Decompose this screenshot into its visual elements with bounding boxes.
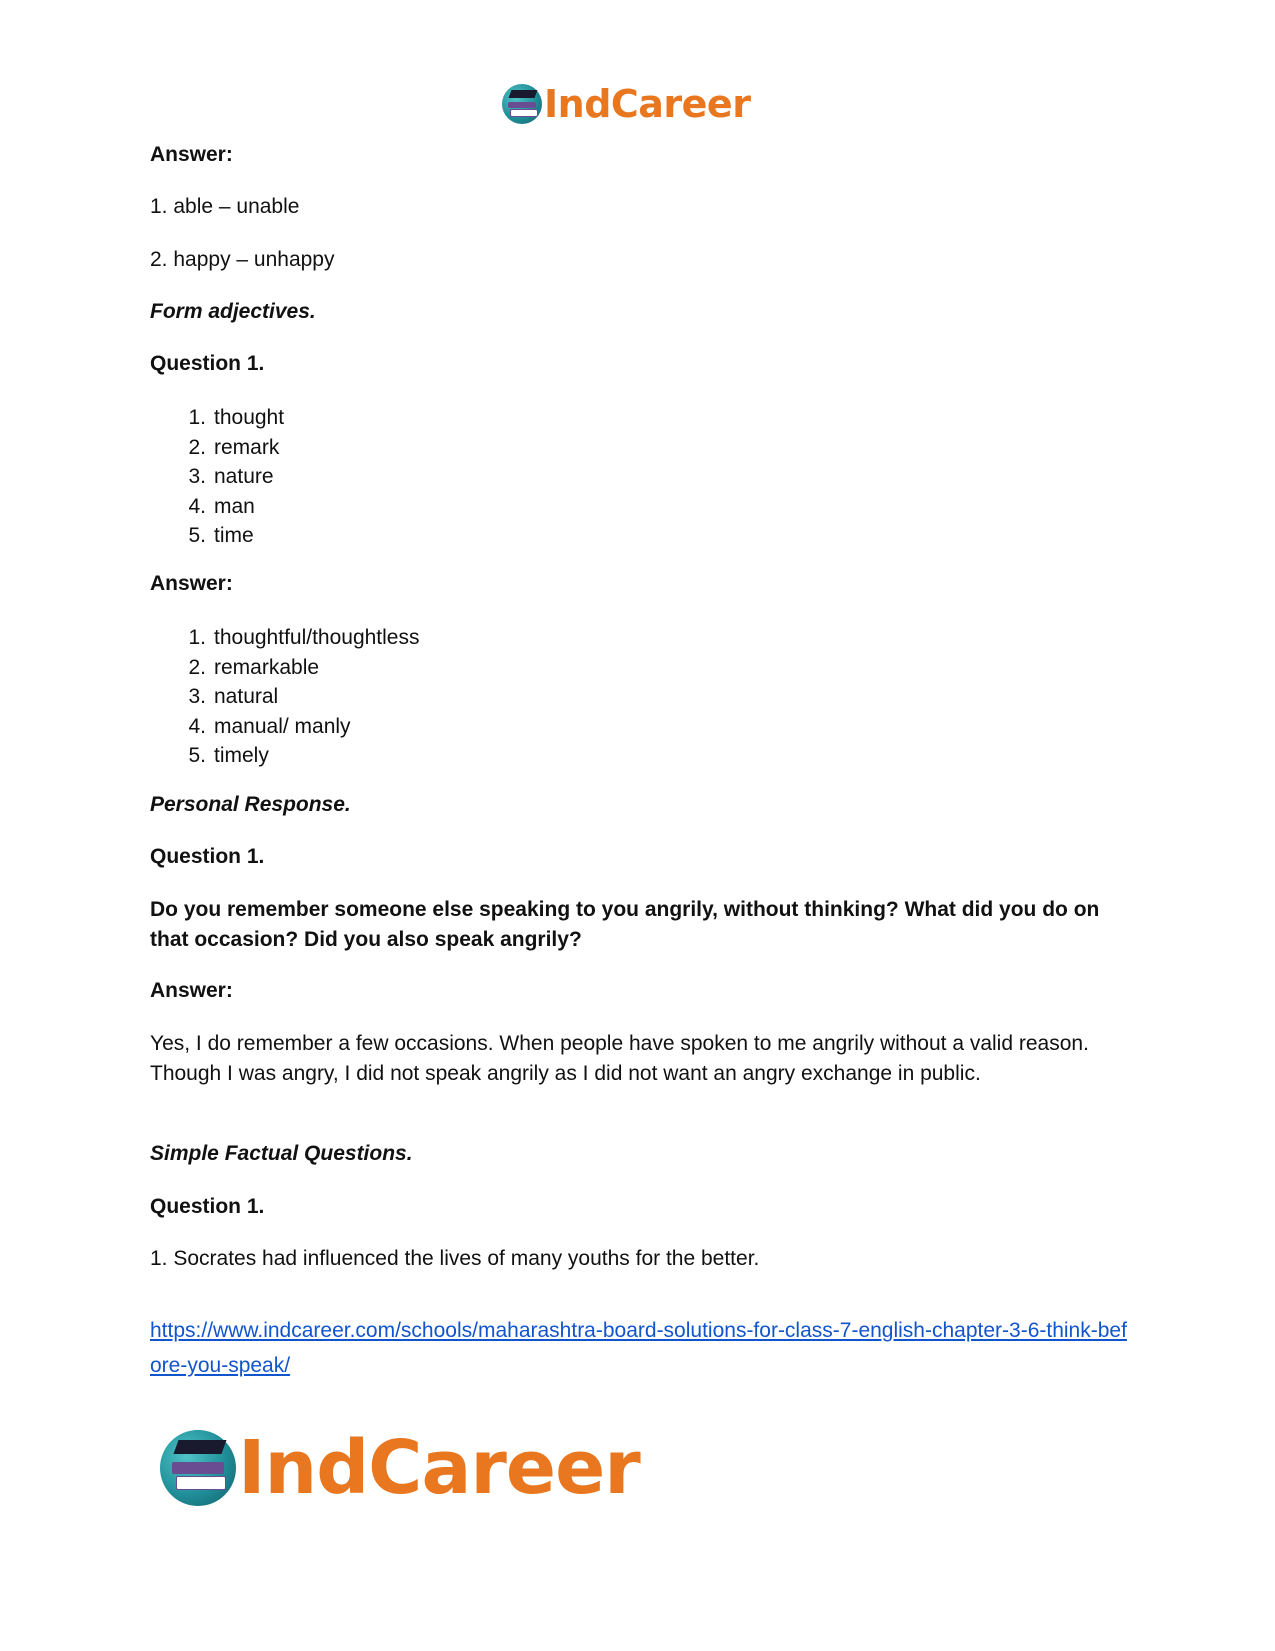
question-word-list [150,403,284,551]
answer-paragraph: Yes, I do remember a few occasions. When people have spoken to me angrily without a valid reason. Though I was angry, I did not speak angrily as I did not want an angry exchange in public. [150,1032,1089,1085]
list-item: 5. time [188,524,254,547]
list-item: 5. timely [188,744,269,767]
list-item: 3. nature [188,465,274,488]
indcareer-logo-bottom [160,1425,640,1511]
list-item: 2. remark [188,435,280,459]
question-text: Do you remember someone else speaking to you angrily, without thinking? What did you do on that occasion? Did you also speak angrily? [150,898,1100,951]
answer-label: Answer: [150,979,233,1002]
answer-label: Answer: [150,572,233,595]
graduation-books-icon [160,1430,236,1506]
list-item: 4. manual/ manly [188,714,351,738]
indcareer-logo-top [502,80,750,128]
section-heading-form-adjectives: Form adjectives. [150,300,316,323]
section-heading-simple-factual: Simple Factual Questions. [150,1142,413,1165]
answer-line: 1. able – unable [150,195,300,218]
graduation-books-icon [502,84,542,124]
question-label: Question 1. [150,352,265,375]
question-label: Question 1. [150,1195,265,1218]
logo-wordmark: IndCareer [544,82,751,126]
question-label: Question 1. [150,845,265,868]
answer-word-list [150,623,420,771]
list-item: 3. natural [188,685,279,708]
list-item: 1. thoughtful/thoughtless [188,626,420,649]
answer-label: Answer: [150,143,233,166]
list-item: 1. thought [188,406,285,429]
question-text: 1. Socrates had influenced the lives of many youths for the better. [150,1247,760,1270]
source-link[interactable]: https://www.indcareer.com/schools/maharashtra-board-solutions-for-class-7-english-chapter-3-6-think-before-you-speak/ [150,1319,1127,1377]
answer-line: 2. happy – unhappy [150,248,335,271]
logo-wordmark: IndCareer [238,1425,640,1511]
section-heading-personal-response: Personal Response. [150,793,351,816]
list-item: 4. man [188,494,255,518]
list-item: 2. remarkable [188,655,320,679]
